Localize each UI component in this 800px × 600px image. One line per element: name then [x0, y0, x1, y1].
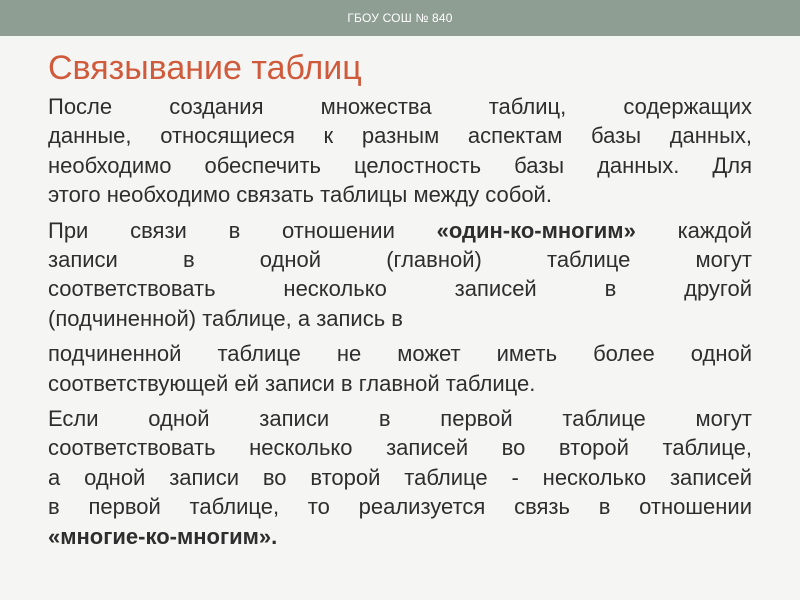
paragraph-2-line-2: записи в одной (главной) таблице могут — [48, 247, 752, 273]
paragraph-1-line-1: После создания множества таблиц, содержащих — [48, 94, 752, 119]
paragraph-1 — [48, 92, 752, 210]
one-to-many-term: «один-ко-многим» — [436, 217, 636, 243]
paragraph-4-line-1: Если одной записи в первой таблице могут — [48, 406, 752, 432]
paragraph-1-line-3: необходимо обеспечить целостность базы данных. Для — [48, 152, 752, 178]
paragraph-2-line-4: (подчиненной) таблице, а запись в — [48, 305, 403, 331]
paragraph-3-line-1: подчиненной таблице не может иметь более одной — [48, 341, 752, 367]
paragraph-2-line-1 — [48, 216, 752, 245]
paragraph-2-line-1-start: При связи в отношении — [48, 217, 437, 243]
paragraph-1-line-4: этого необходимо связать таблицы между собой. — [48, 182, 552, 208]
paragraph-4-line-3: а одной записи во второй таблице - несколько записей — [48, 464, 752, 490]
paragraph-2 — [48, 216, 752, 334]
paragraph-4-line-2: соответствовать несколько записей во второй таблице, — [48, 435, 752, 461]
many-to-many-term: «многие-ко-многим». — [48, 523, 278, 549]
paragraph-4-line-4: в первой таблице, то реализуется связь в отношении — [48, 494, 752, 520]
paragraph-2-line-1-end: каждой — [635, 217, 752, 243]
paragraph-3-line-2: соответствующей ей записи в главной таблице. — [48, 370, 536, 396]
header-school-name: ГБОУ СОШ № 840 — [347, 11, 453, 25]
paragraph-4 — [48, 404, 752, 551]
paragraph-3 — [48, 339, 752, 398]
slide-body — [48, 92, 752, 557]
slide-title: Связывание таблиц — [48, 49, 362, 87]
paragraph-1-line-2: данные, относящиеся к разным аспектам базы данных, — [48, 123, 752, 149]
paragraph-4-line-5 — [48, 522, 752, 551]
paragraph-2-line-3: соответствовать несколько записей в другой — [48, 276, 752, 302]
